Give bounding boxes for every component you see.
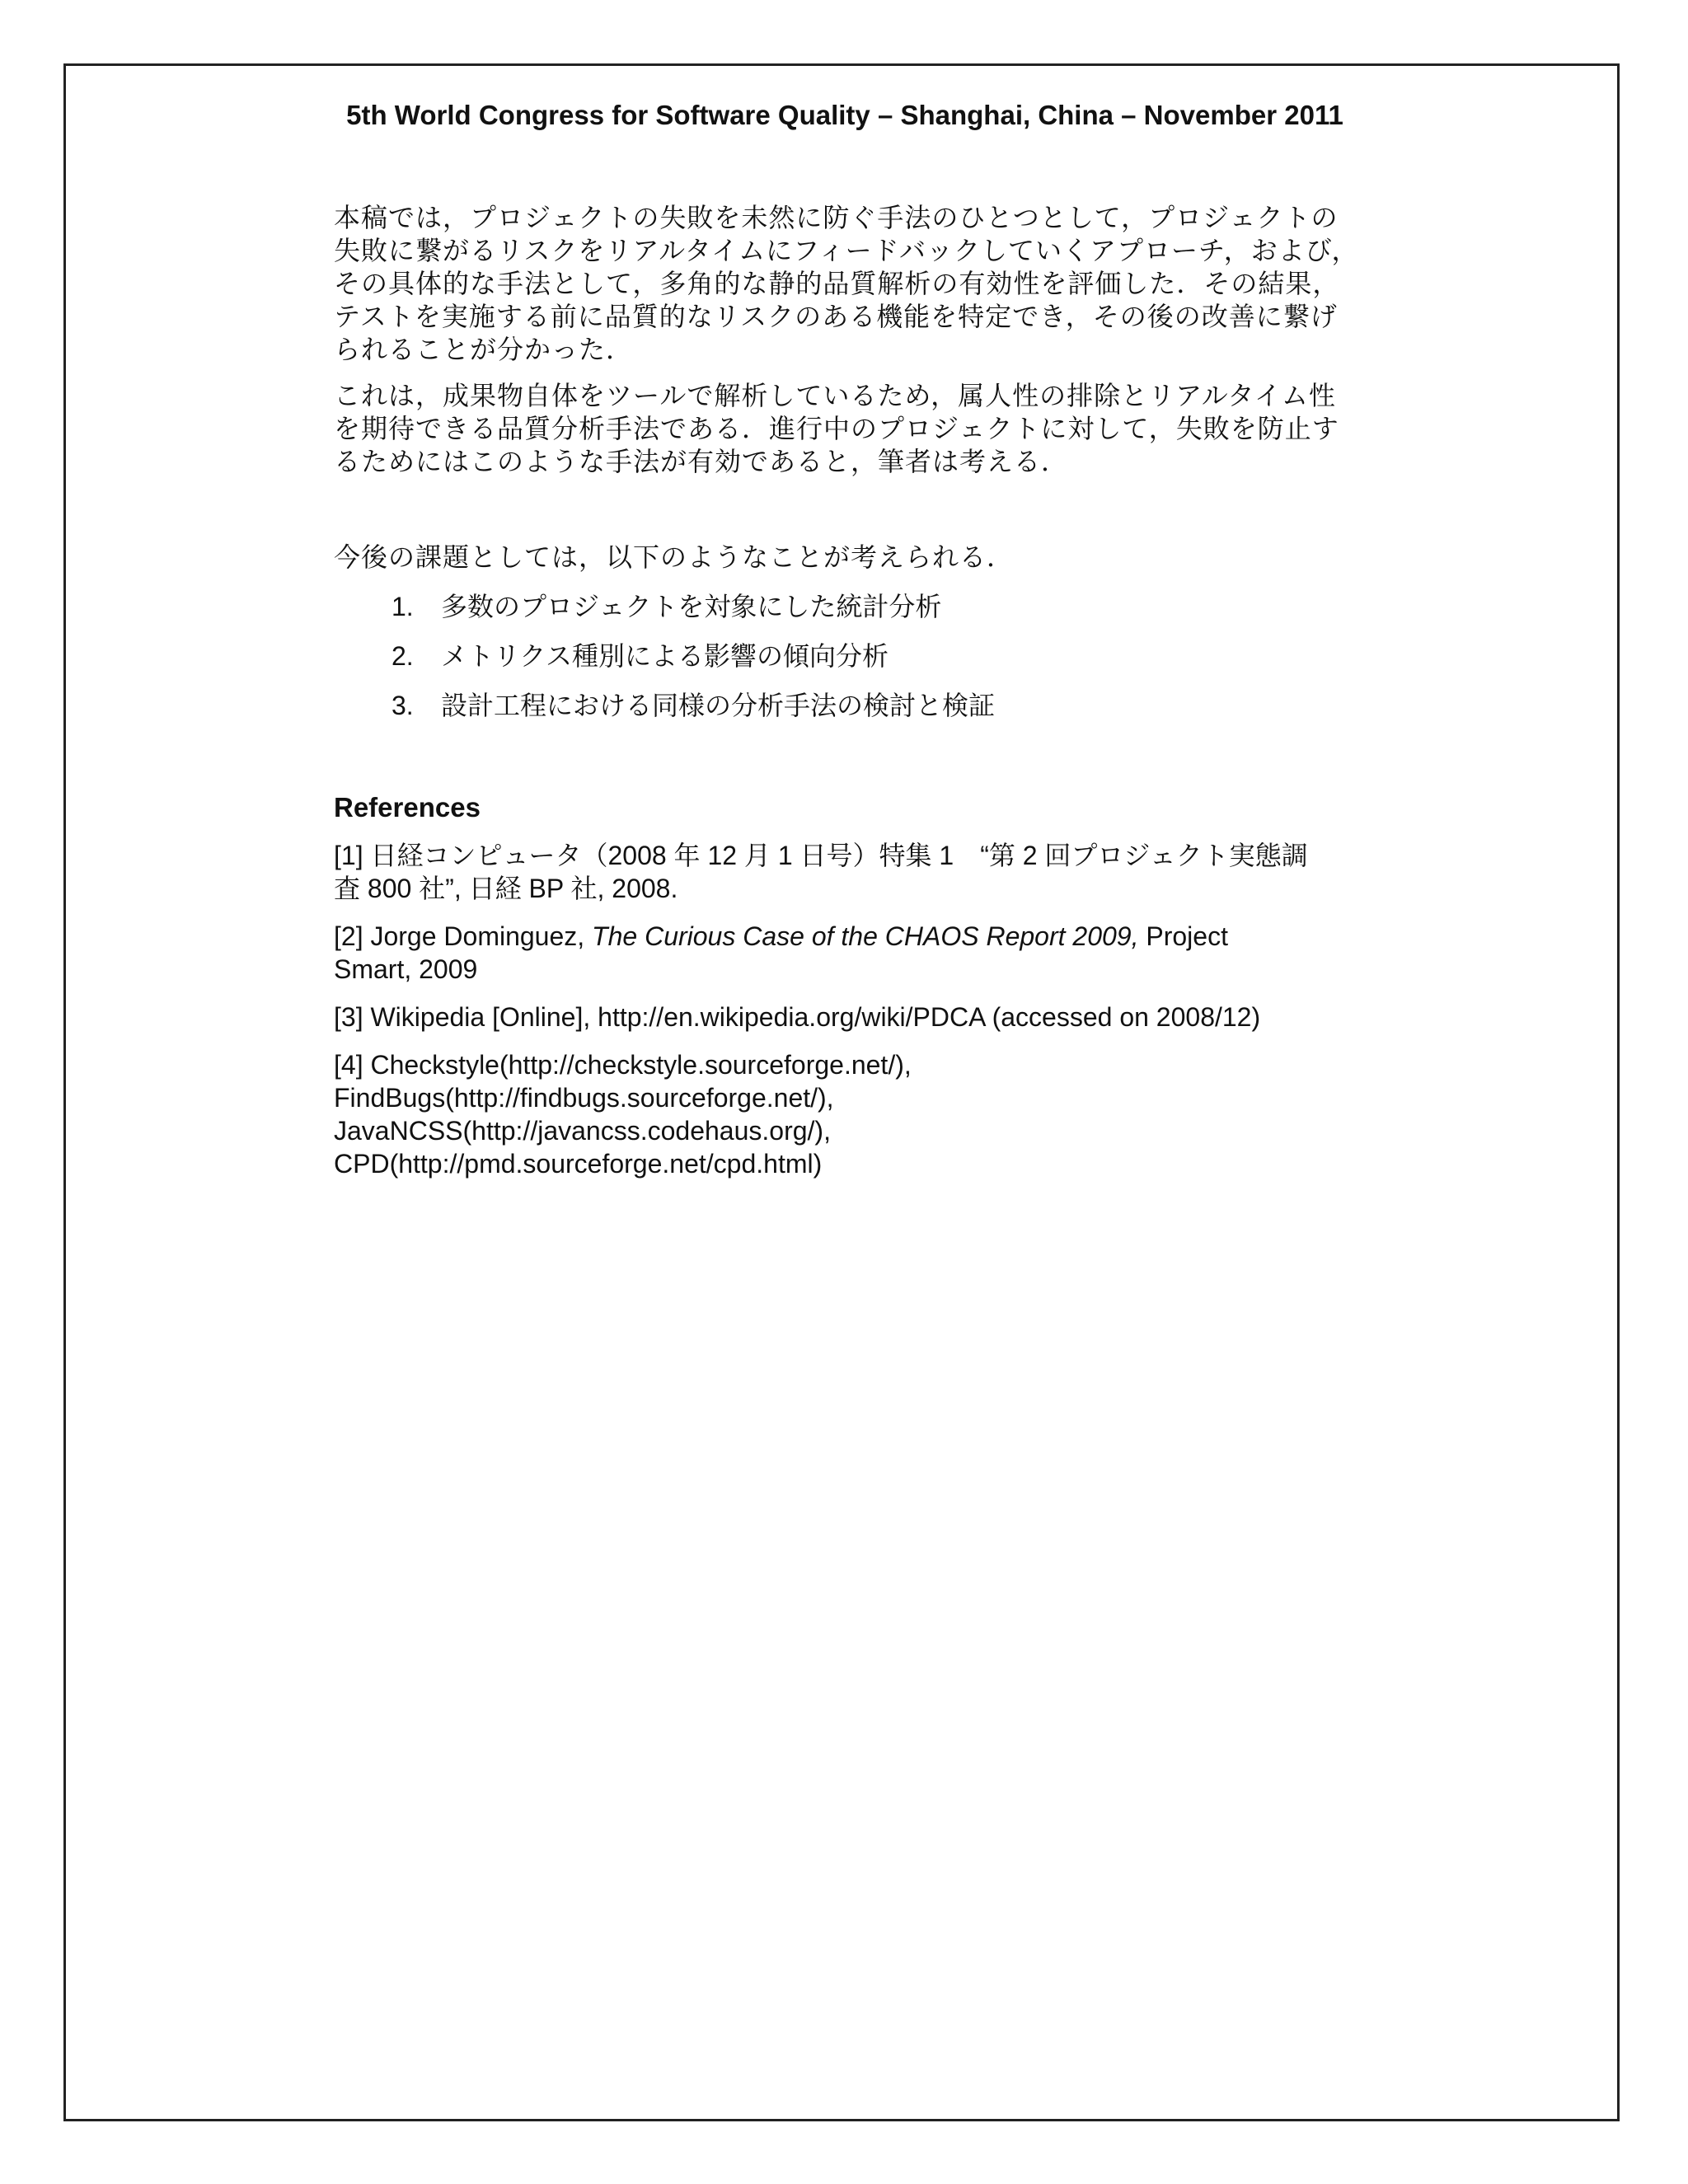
reference-1 bbox=[334, 839, 1405, 905]
para2-line: るためにはこのような手法が有効であると，筆者は考える． bbox=[334, 447, 1069, 476]
ref1-line: 査 800 社”, 日経 BP 社, 2008. bbox=[334, 874, 678, 903]
reference-2 bbox=[334, 920, 1405, 986]
references-heading: References bbox=[334, 792, 481, 823]
ref2-suffix: Project bbox=[1138, 921, 1228, 951]
ref4-line: JavaNCSS(http://javancss.codehaus.org/), bbox=[334, 1116, 831, 1146]
future-work-intro: 今後の課題としては，以下のようなことが考えられる． bbox=[334, 542, 1015, 572]
list-text: メトリクス種別による影響の傾向分析 bbox=[441, 641, 889, 671]
list-number: 3. bbox=[392, 691, 414, 720]
ref2-title: The Curious Case of the CHAOS Report 2009, bbox=[592, 921, 1139, 951]
para1-line: 本稿では，プロジェクトの失敗を未然に防ぐ手法のひとつとして，プロジェクトの bbox=[334, 203, 1339, 232]
ref2-line bbox=[334, 920, 1372, 953]
reference-4 bbox=[334, 1048, 1405, 1180]
para2-line: を期待できる品質分析手法である．進行中のプロジェクトに対して，失敗を防止す bbox=[334, 414, 1339, 443]
page-content bbox=[334, 97, 1405, 1180]
future-work-list bbox=[334, 588, 1405, 724]
reference-3: [3] Wikipedia [Online], http://en.wikipedia.org/wiki/PDCA (accessed on 2008/12) bbox=[334, 1002, 1261, 1032]
list-item bbox=[334, 588, 1405, 625]
ref4-line: CPD(http://pmd.sourceforge.net/cpd.html) bbox=[334, 1149, 823, 1179]
list-item bbox=[334, 638, 1405, 674]
para1-line: その具体的な手法として，多角的な静的品質解析の有効性を評価した．その結果， bbox=[334, 269, 1340, 298]
conference-header: 5th World Congress for Software Quality – Shanghai, China – November 2011 bbox=[346, 100, 1343, 130]
ref4-line: FindBugs(http://findbugs.sourceforge.net/), bbox=[334, 1083, 834, 1113]
ref4-line: [4] Checkstyle(http://checkstyle.sourceforge.net/), bbox=[334, 1050, 912, 1080]
ref1-line: [1] 日経コンピュータ（2008 年 12 月 1 日号）特集 1 “第 2 回プロジェクト実態調 bbox=[334, 841, 1308, 870]
ref2-line: Smart, 2009 bbox=[334, 954, 478, 984]
conclusion-paragraph-2 bbox=[334, 379, 1405, 478]
list-number: 2. bbox=[392, 641, 414, 671]
list-text: 設計工程における同様の分析手法の検討と検証 bbox=[441, 691, 996, 720]
list-item bbox=[334, 687, 1405, 724]
list-text: 多数のプロジェクトを対象にした統計分析 bbox=[441, 592, 942, 621]
para2-line: これは，成果物自体をツールで解析しているため，属人性の排除とリアルタイム性 bbox=[334, 381, 1336, 410]
list-number: 1. bbox=[392, 592, 414, 621]
ref2-author: [2] Jorge Dominguez, bbox=[334, 921, 593, 951]
para1-line: 失敗に繋がるリスクをリアルタイムにフィードバックしていくアプローチ，および， bbox=[334, 236, 1359, 265]
para1-line: られることが分かった． bbox=[334, 335, 634, 364]
conclusion-paragraph-1 bbox=[334, 201, 1405, 366]
para1-line: テストを実施する前に品質的なリスクのある機能を特定でき，その後の改善に繋げ bbox=[334, 302, 1338, 331]
